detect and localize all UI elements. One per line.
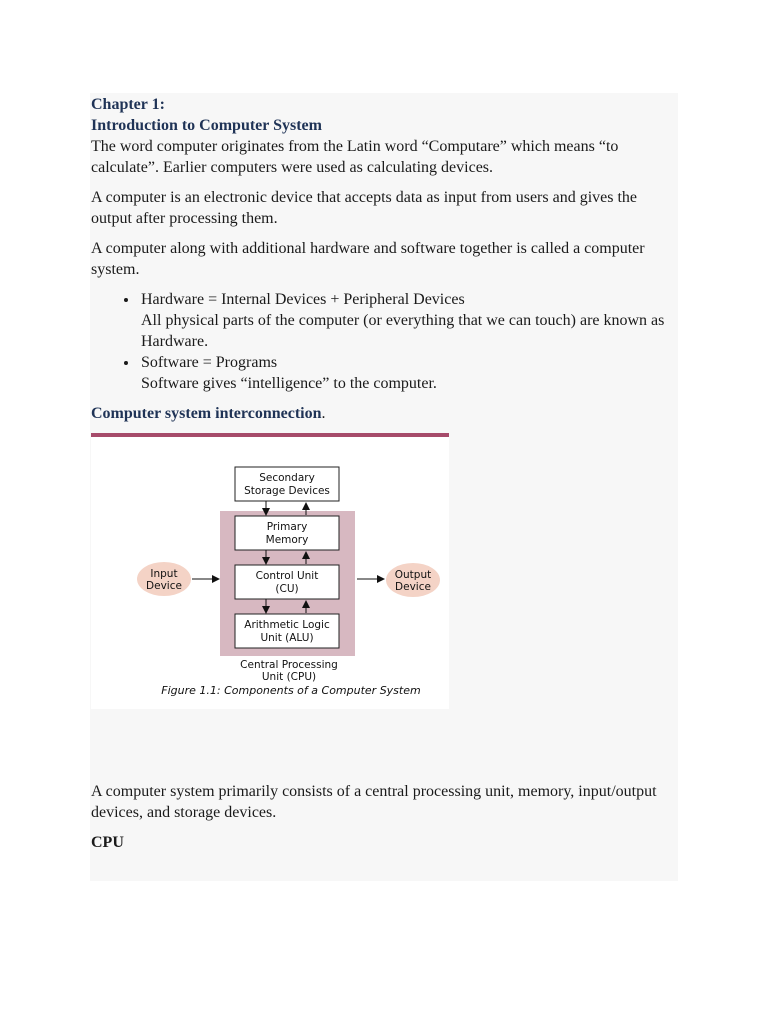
bullet-hardware-body: All physical parts of the computer (or everything that we can touch) are known as Hardware. — [141, 312, 665, 350]
primary-memory-label-1: Primary — [266, 521, 308, 533]
secondary-storage-label-1: Secondary — [259, 472, 315, 484]
paragraph-origin: The word computer originates from the Latin word “Computare” which means “to calculate”. Earlier computers were used as calculating devices. — [91, 138, 619, 176]
primary-memory-label-2: Memory — [265, 534, 309, 546]
interconnection-heading: Computer system interconnection — [91, 405, 322, 422]
bullet-list — [91, 289, 671, 394]
input-device-label-2: Device — [146, 580, 182, 592]
paragraph-definition: A computer is an electronic device that accepts data as input from users and gives the output after processing them. — [91, 189, 638, 227]
cpu-label-2: Unit (CPU) — [261, 671, 317, 683]
control-unit-label-1: Control Unit — [255, 570, 319, 582]
chapter-label: Chapter 1: — [91, 96, 165, 113]
output-device-label-1: Output — [394, 569, 432, 581]
after-figure-content — [91, 781, 671, 853]
bullet-software-head: Software = Programs — [141, 354, 278, 371]
alu-label-2: Unit (ALU) — [260, 632, 314, 644]
document-content — [91, 94, 671, 433]
list-item-hardware — [139, 289, 671, 352]
control-unit-label-2: (CU) — [275, 583, 299, 595]
list-item-software — [139, 352, 671, 394]
paragraph-summary: A computer system primarily consists of a central processing unit, memory, input/output devices, and storage devices. — [91, 783, 657, 821]
paragraph-system: A computer along with additional hardware and software together is called a computer system. — [91, 240, 645, 278]
diagram-svg — [91, 433, 449, 709]
secondary-storage-label-2: Storage Devices — [244, 485, 330, 497]
cpu-heading: CPU — [91, 834, 124, 851]
chapter-title: Introduction to Computer System — [91, 117, 322, 134]
cpu-label-1: Central Processing — [240, 659, 338, 671]
interconnection-suffix: . — [321, 405, 326, 422]
figure-caption: Figure 1.1: Components of a Computer System — [161, 684, 421, 697]
alu-label-1: Arithmetic Logic — [244, 619, 330, 631]
bullet-hardware-head: Hardware = Internal Devices + Peripheral Devices — [141, 291, 465, 308]
components-figure — [91, 433, 449, 709]
bullet-software-body: Software gives “intelligence” to the computer. — [141, 375, 437, 392]
input-device-label-1: Input — [150, 568, 178, 580]
output-device-label-2: Device — [395, 581, 431, 593]
interconnection-line — [91, 403, 671, 424]
